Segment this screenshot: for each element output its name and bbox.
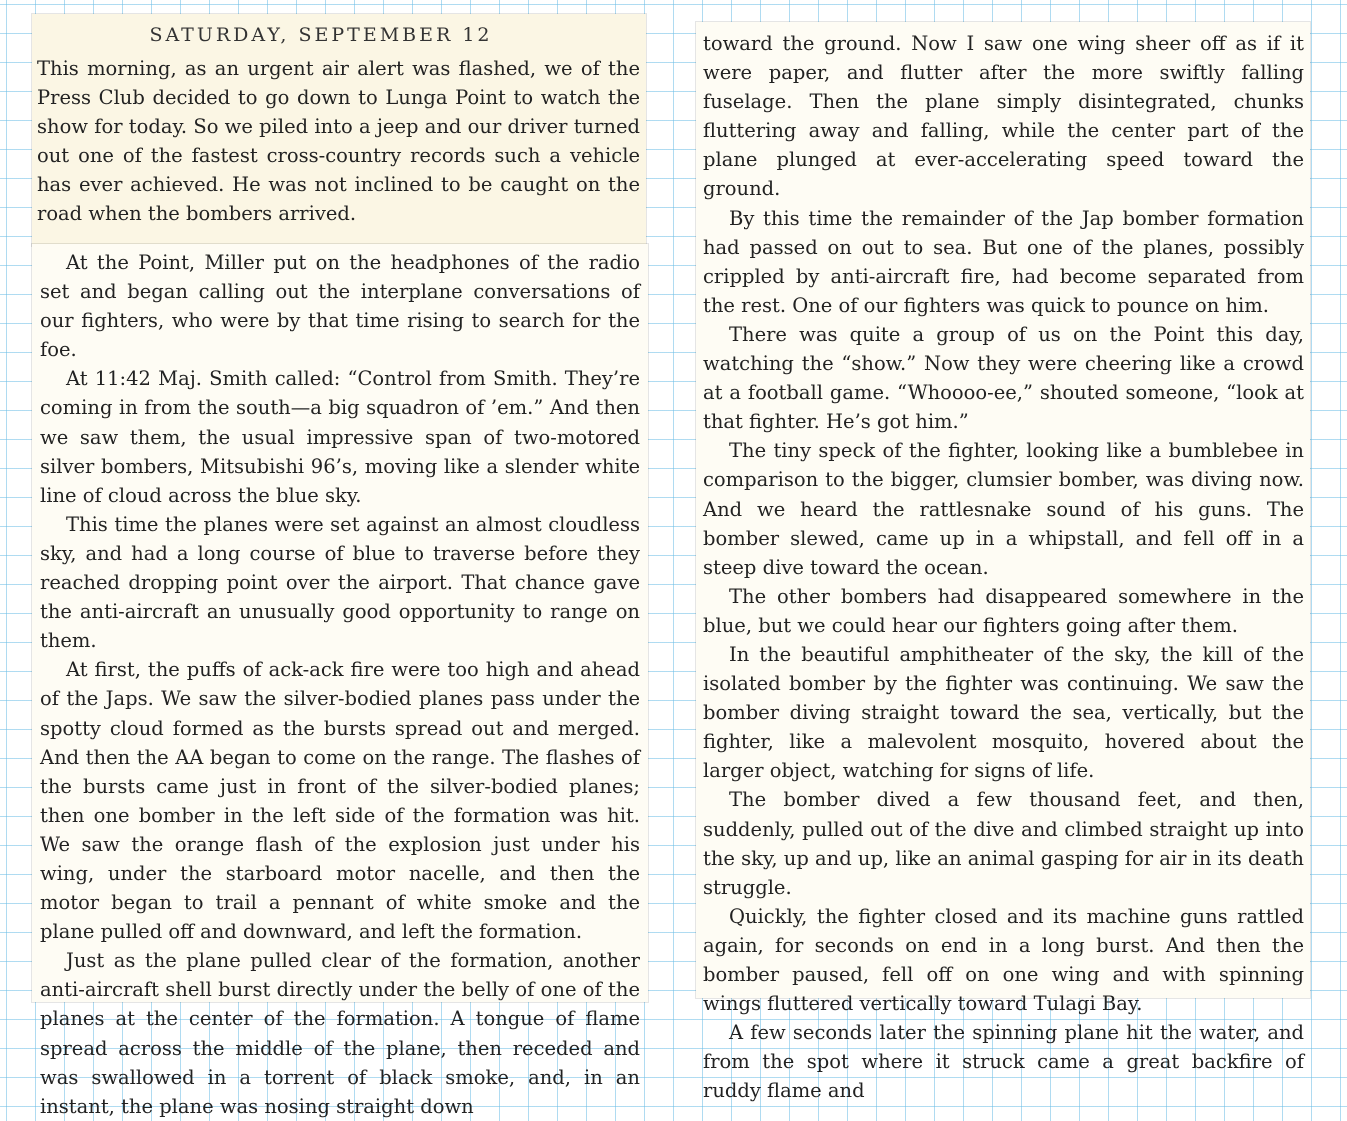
date-heading: SATURDAY, SEPTEMBER 12 (149, 24, 493, 46)
paragraph: At the Point, Miller put on the headphones of the radio set and began calling out the interplane conversations of our fighters, who were by that time rising to search for the foe. (40, 251, 640, 362)
paragraph: By this time the remainder of the Jap bomber formation had passed on out to sea. But one of the planes, possibly crippled by anti-aircraft fire, had become separated from the rest. One of our fighters was quick to pounce on him. (703, 206, 1304, 317)
right-column-text (696, 22, 1310, 1105)
clipping-left-column (32, 244, 648, 1118)
intro-paragraph: This morning, as an urgent air alert was flashed, we of the Press Club decided to go down to Lunga Point to watch the show for today. So we piled into a jeep and our driver turned out one of the fastest cross-country records such a vehicle has ever achieved. He was not inclined to be caught on the road when the bombers arrived. (37, 57, 640, 226)
paragraph: The other bombers had disappeared somewhere in the blue, but we could hear our fighters going after them. (703, 584, 1304, 637)
clipping-right-column (696, 22, 1310, 1103)
paragraph: At first, the puffs of ack-ack fire were too high and ahead of the Japs. We saw the silver-bodied planes pass under the spotty cloud formed as the bursts spread out and merged. And then the AA began to come on the range. The flashes of the bursts came just in front of the silver-bodied planes; then one bomber in the left side of the formation was hit. We saw the orange flash of the explosion just under his wing, under the starboard motor nacelle, and then the motor began to trail a pennant of white smoke and the plane pulled off and downward, and left the formation. (40, 658, 640, 944)
paragraph: Just as the plane pulled clear of the formation, another anti-aircraft shell burst directly under the belly of one of the planes at the center of the formation. A tongue of flame spread across the middle of the plane, then receded and was swallowed in a torrent of black smoke, and, in an instant, the plane was nosing straight down (40, 949, 640, 1118)
paragraph: At 11:42 Maj. Smith called: “Control from Smith. They’re coming in from the south—a big squadron of ’em.” And then we saw them, the usual impressive span of two-motored silver bombers, Mitsubishi 96’s, moving like a slender white line of cloud across the blue sky. (40, 367, 640, 507)
paragraph: This time the planes were set against an almost cloudless sky, and had a long course of blue to traverse before they reached dropping point over the airport. That chance gave the anti-aircraft an unusually good opportunity to range on them. (40, 512, 640, 653)
paragraph: In the beautiful amphitheater of the sky, the kill of the isolated bomber by the fighter was continuing. We saw the bomber diving straight toward the sea, vertically, but the fighter, like a malevolent mosquito, hovered about the larger object, watching for signs of life. (703, 642, 1304, 783)
left-column-text (32, 244, 648, 1121)
clipping-intro (32, 14, 646, 246)
paragraph: The bomber dived a few thousand feet, and then, suddenly, pulled out of the dive and climbed straight up into the sky, up and up, like an animal gasping for air in its death struggle. (703, 788, 1304, 899)
paragraph: A few seconds later the spinning plane hit the water, and from the spot where it struck came a great backfire of ruddy flame and (703, 1021, 1304, 1103)
continuation-paragraph: toward the ground. Now I saw one wing sheer off as if it were paper, and flutter after the more swiftly falling fuselage. Then the plane simply disintegrated, chunks fluttering away and falling, while the center part of the plane plunged at ever-accelerating speed toward the ground. (703, 32, 1304, 201)
paragraph: There was quite a group of us on the Point this day, watching the “show.” Now they were cheering like a crowd at a football game. “Whoooo-ee,” shouted someone, “look at that fighter. He’s got him.” (703, 322, 1304, 434)
paragraph: Quickly, the fighter closed and its machine guns rattled again, for seconds on end in a long burst. And then the bomber paused, fell off on one wing and with spinning wings fluttered vertically toward Tulagi Bay. (703, 904, 1304, 1016)
paragraph: The tiny speck of the fighter, looking like a bumblebee in comparison to the bigger, clumsier bomber, was diving now. And we heard the rattlesnake sound of his guns. The bomber slewed, came up in a whipstall, and fell off in a steep dive toward the ocean. (703, 439, 1304, 579)
